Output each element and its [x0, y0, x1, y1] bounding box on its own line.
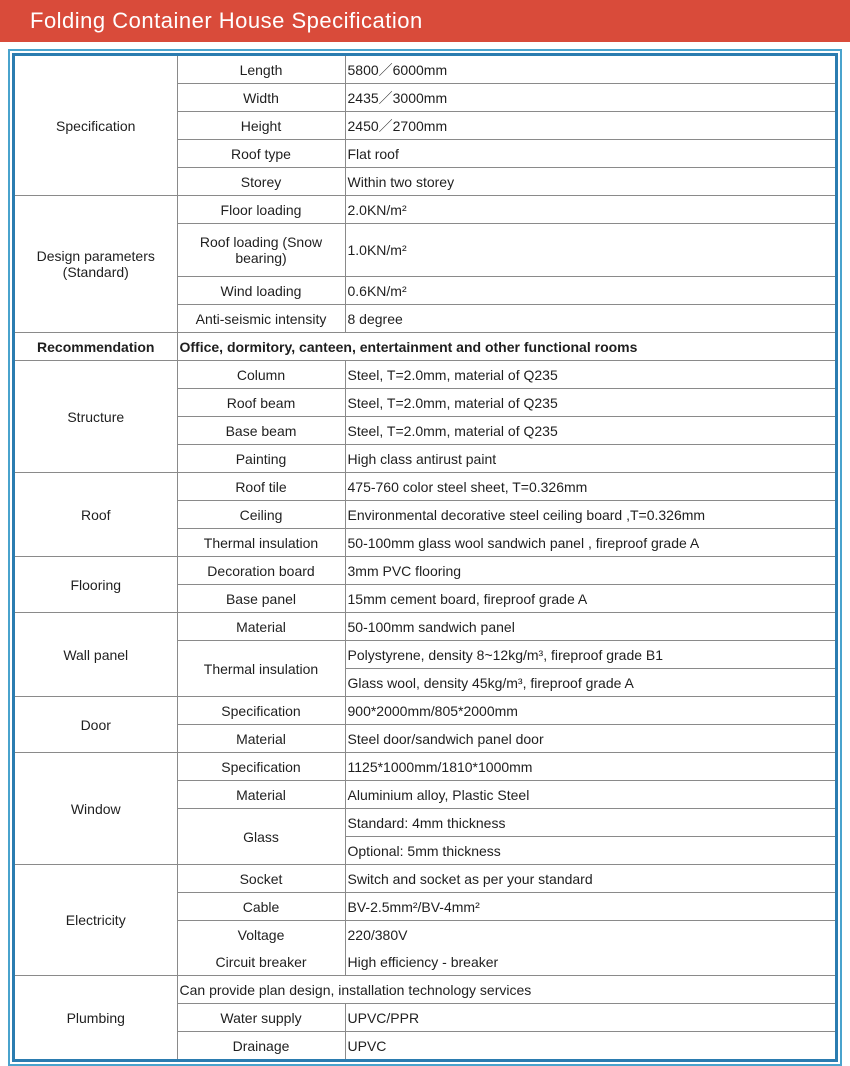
item-label: Material: [177, 781, 345, 809]
section-plumbing-label: Plumbing: [15, 976, 177, 1060]
item-value: UPVC/PPR: [345, 1004, 835, 1032]
table-row: [15, 697, 835, 725]
item-label: Floor loading: [177, 196, 345, 224]
item-label: Height: [177, 112, 345, 140]
section-recommendation-label: Recommendation: [15, 333, 177, 361]
header-bar: [0, 0, 850, 42]
table-row: [15, 361, 835, 389]
item-label: Socket: [177, 865, 345, 893]
item-value: Steel, T=2.0mm, material of Q235: [345, 389, 835, 417]
item-value: Steel, T=2.0mm, material of Q235: [345, 361, 835, 389]
item-value: Steel, T=2.0mm, material of Q235: [345, 417, 835, 445]
table-row: [15, 473, 835, 501]
section-flooring-label: Flooring: [15, 557, 177, 613]
item-value: 5800／6000mm: [345, 56, 835, 84]
item-label: Width: [177, 84, 345, 112]
item-label: Voltage: [177, 921, 345, 949]
item-label: Specification: [177, 697, 345, 725]
item-label: Base panel: [177, 585, 345, 613]
item-label: Length: [177, 56, 345, 84]
section-door-label: Door: [15, 697, 177, 753]
item-label: Specification: [177, 753, 345, 781]
item-value: 3mm PVC flooring: [345, 557, 835, 585]
item-label: Base beam: [177, 417, 345, 445]
item-value: Within two storey: [345, 168, 835, 196]
item-value: 8 degree: [345, 305, 835, 333]
item-value: Optional: 5mm thickness: [345, 837, 835, 865]
item-label: Glass: [177, 809, 345, 865]
table-row: [15, 865, 835, 893]
item-value: 50-100mm glass wool sandwich panel , fireproof grade A: [345, 529, 835, 557]
item-value: Aluminium alloy, Plastic Steel: [345, 781, 835, 809]
table-row: [15, 613, 835, 641]
item-label: Column: [177, 361, 345, 389]
spec-table: [15, 56, 835, 1059]
item-value: BV-2.5mm²/BV-4mm²: [345, 893, 835, 921]
item-value: Environmental decorative steel ceiling board ,T=0.326mm: [345, 501, 835, 529]
item-value: 2.0KN/m²: [345, 196, 835, 224]
item-label: Water supply: [177, 1004, 345, 1032]
item-label: Circuit breaker: [177, 948, 345, 976]
item-label: Material: [177, 725, 345, 753]
recommendation-value: Office, dormitory, canteen, entertainment and other functional rooms: [177, 333, 835, 361]
page-title: Folding Container House Specification: [30, 8, 423, 33]
table-row: [15, 196, 835, 224]
table-row: [15, 753, 835, 781]
item-label: Drainage: [177, 1032, 345, 1060]
item-value: 475-760 color steel sheet, T=0.326mm: [345, 473, 835, 501]
table-row: [15, 557, 835, 585]
item-label: Cable: [177, 893, 345, 921]
table-inner-frame: [12, 53, 838, 1062]
item-label: Decoration board: [177, 557, 345, 585]
item-value: 900*2000mm/805*2000mm: [345, 697, 835, 725]
table-row: [15, 976, 835, 1004]
item-value: Polystyrene, density 8~12kg/m³, fireproof grade B1: [345, 641, 835, 669]
item-label: Wind loading: [177, 277, 345, 305]
section-specification-label: Specification: [15, 56, 177, 196]
item-value: 1.0KN/m²: [345, 224, 835, 277]
section-roof-label: Roof: [15, 473, 177, 557]
section-structure-label: Structure: [15, 361, 177, 473]
section-electricity-label: Electricity: [15, 865, 177, 976]
item-label: Roof type: [177, 140, 345, 168]
table-outer-frame: [8, 49, 842, 1066]
item-value: 15mm cement board, fireproof grade A: [345, 585, 835, 613]
item-label: Thermal insulation: [177, 529, 345, 557]
item-value: High class antirust paint: [345, 445, 835, 473]
table-row: [15, 56, 835, 84]
section-design-parameters-label: Design parameters (Standard): [15, 196, 177, 333]
table-row: [15, 333, 835, 361]
item-label: Material: [177, 613, 345, 641]
item-value: High efficiency - breaker: [345, 948, 835, 976]
item-value: 220/380V: [345, 921, 835, 949]
item-label: Roof tile: [177, 473, 345, 501]
item-value: Steel door/sandwich panel door: [345, 725, 835, 753]
section-window-label: Window: [15, 753, 177, 865]
item-value: UPVC: [345, 1032, 835, 1060]
section-wall-panel-label: Wall panel: [15, 613, 177, 697]
item-value: 2435／3000mm: [345, 84, 835, 112]
item-label: Anti-seismic intensity: [177, 305, 345, 333]
item-label: Ceiling: [177, 501, 345, 529]
item-value: Standard: 4mm thickness: [345, 809, 835, 837]
item-value: 1125*1000mm/1810*1000mm: [345, 753, 835, 781]
item-value: Glass wool, density 45kg/m³, fireproof grade A: [345, 669, 835, 697]
item-label: Roof beam: [177, 389, 345, 417]
item-label: Roof loading (Snow bearing): [177, 224, 345, 277]
item-value: Can provide plan design, installation technology services: [177, 976, 835, 1004]
item-value: 50-100mm sandwich panel: [345, 613, 835, 641]
item-value: Flat roof: [345, 140, 835, 168]
item-value: 2450／2700mm: [345, 112, 835, 140]
item-label: Painting: [177, 445, 345, 473]
item-value: 0.6KN/m²: [345, 277, 835, 305]
item-label: Storey: [177, 168, 345, 196]
item-value: Switch and socket as per your standard: [345, 865, 835, 893]
item-label: Thermal insulation: [177, 641, 345, 697]
